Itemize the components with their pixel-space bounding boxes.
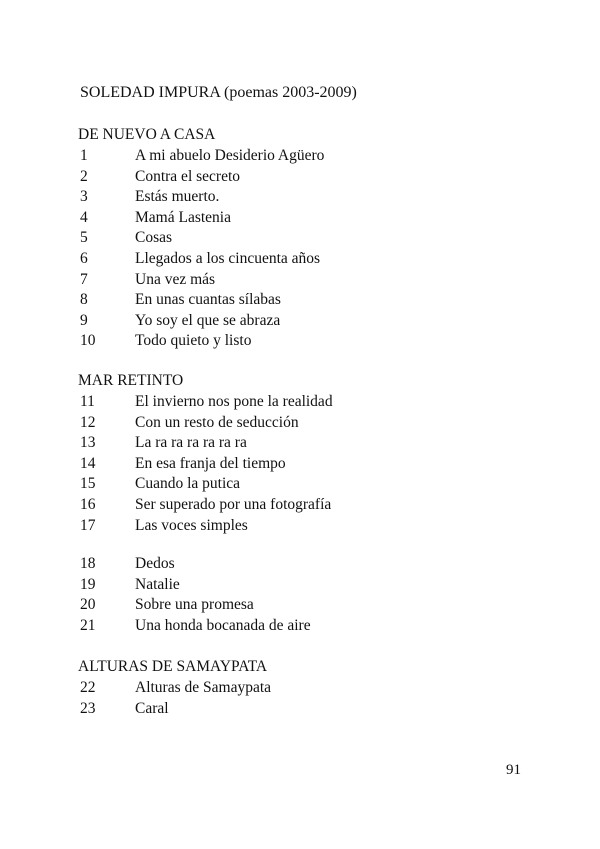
entry-title: Una honda bocanada de aire: [135, 616, 311, 634]
entry-title: Contra el secreto: [135, 167, 241, 185]
entry-title: En unas cuantas sílabas: [135, 291, 281, 309]
toc-entry: [78, 554, 518, 575]
section-untitled: [78, 554, 518, 636]
entry-title: Una vez más: [135, 270, 216, 288]
entry-title: Natalie: [135, 575, 180, 593]
entry-title: Dedos: [135, 555, 175, 572]
toc-entry: [78, 167, 518, 188]
page-number: 91: [506, 762, 521, 778]
entry-title: El invierno nos pone la realidad: [135, 393, 333, 410]
toc-entry: [78, 575, 518, 596]
entry-number: 1: [80, 147, 88, 164]
entry-number: 10: [80, 332, 96, 350]
toc-entry: [78, 290, 518, 311]
entry-number: 2: [80, 167, 88, 185]
entry-number: 12: [80, 413, 96, 431]
entry-title: Mamá Lastenia: [135, 208, 231, 226]
entry-number: 6: [80, 249, 88, 267]
toc-entry: [78, 146, 518, 167]
toc-entry: [78, 270, 518, 291]
entry-number: 18: [80, 555, 96, 572]
entry-number: 19: [80, 575, 96, 593]
toc-entry: [78, 678, 518, 699]
entry-title: A mi abuelo Desiderio Agüero: [135, 147, 325, 164]
entry-number: 7: [80, 270, 88, 288]
entry-number: 11: [80, 393, 95, 410]
entry-title: Caral: [135, 699, 169, 717]
entry-title: La ra ra ra ra ra ra: [135, 434, 247, 452]
entry-title: Llegados a los cincuenta años: [135, 249, 321, 267]
entry-title: En esa franja del tiempo: [135, 454, 286, 472]
entry-number: 21: [80, 616, 96, 634]
book-title: SOLEDAD IMPURA (poemas 2003-2009): [80, 84, 357, 101]
entry-number: 17: [80, 516, 96, 534]
entry-number: 5: [80, 229, 88, 247]
toc-entry: [78, 208, 518, 229]
section-title: MAR RETINTO: [78, 372, 184, 389]
entry-title: Alturas de Samaypata: [135, 679, 272, 696]
section-alturas-de-samaypata: [78, 656, 518, 719]
entry-number: 8: [80, 291, 88, 309]
entry-title: Con un resto de seducción: [135, 413, 299, 431]
entry-number: 3: [80, 188, 88, 206]
entry-title: Cosas: [135, 229, 173, 247]
entry-number: 22: [80, 679, 96, 696]
toc-entry: [78, 595, 518, 616]
section-title: DE NUEVO A CASA: [78, 126, 216, 143]
toc-entry: [78, 187, 518, 208]
entry-title: Todo quieto y listo: [135, 332, 252, 350]
entry-number: 14: [80, 454, 96, 472]
entry-number: 23: [80, 699, 96, 717]
toc-entry: [78, 495, 518, 516]
toc-entry: [78, 331, 518, 352]
toc-entry: [78, 516, 518, 537]
entry-title: Estás muerto.: [135, 188, 220, 206]
entry-number: 15: [80, 475, 96, 493]
toc-entry: [78, 392, 518, 413]
toc-entry: [78, 433, 518, 454]
entry-title: Las voces simples: [135, 516, 248, 534]
toc-entry: [78, 616, 518, 637]
entry-title: Yo soy el que se abraza: [135, 311, 281, 329]
toc-entry: [78, 454, 518, 475]
section-de-nuevo-a-casa: [78, 124, 518, 352]
entry-number: 4: [80, 208, 88, 226]
toc-entry: [78, 249, 518, 270]
entry-title: Sobre una promesa: [135, 596, 254, 614]
toc-entry: [78, 228, 518, 249]
entry-number: 9: [80, 311, 88, 329]
toc-entry: [78, 413, 518, 434]
entry-number: 13: [80, 434, 96, 452]
section-title: ALTURAS DE SAMAYPATA: [78, 658, 268, 675]
toc-entry: [78, 474, 518, 495]
toc-entry: [78, 311, 518, 332]
toc-entry: [78, 699, 518, 720]
entry-title: Cuando la putica: [135, 475, 241, 493]
section-mar-retinto: [78, 370, 518, 536]
entry-title: Ser superado por una fotografía: [135, 495, 332, 513]
entry-number: 20: [80, 596, 96, 614]
entry-number: 16: [80, 495, 96, 513]
